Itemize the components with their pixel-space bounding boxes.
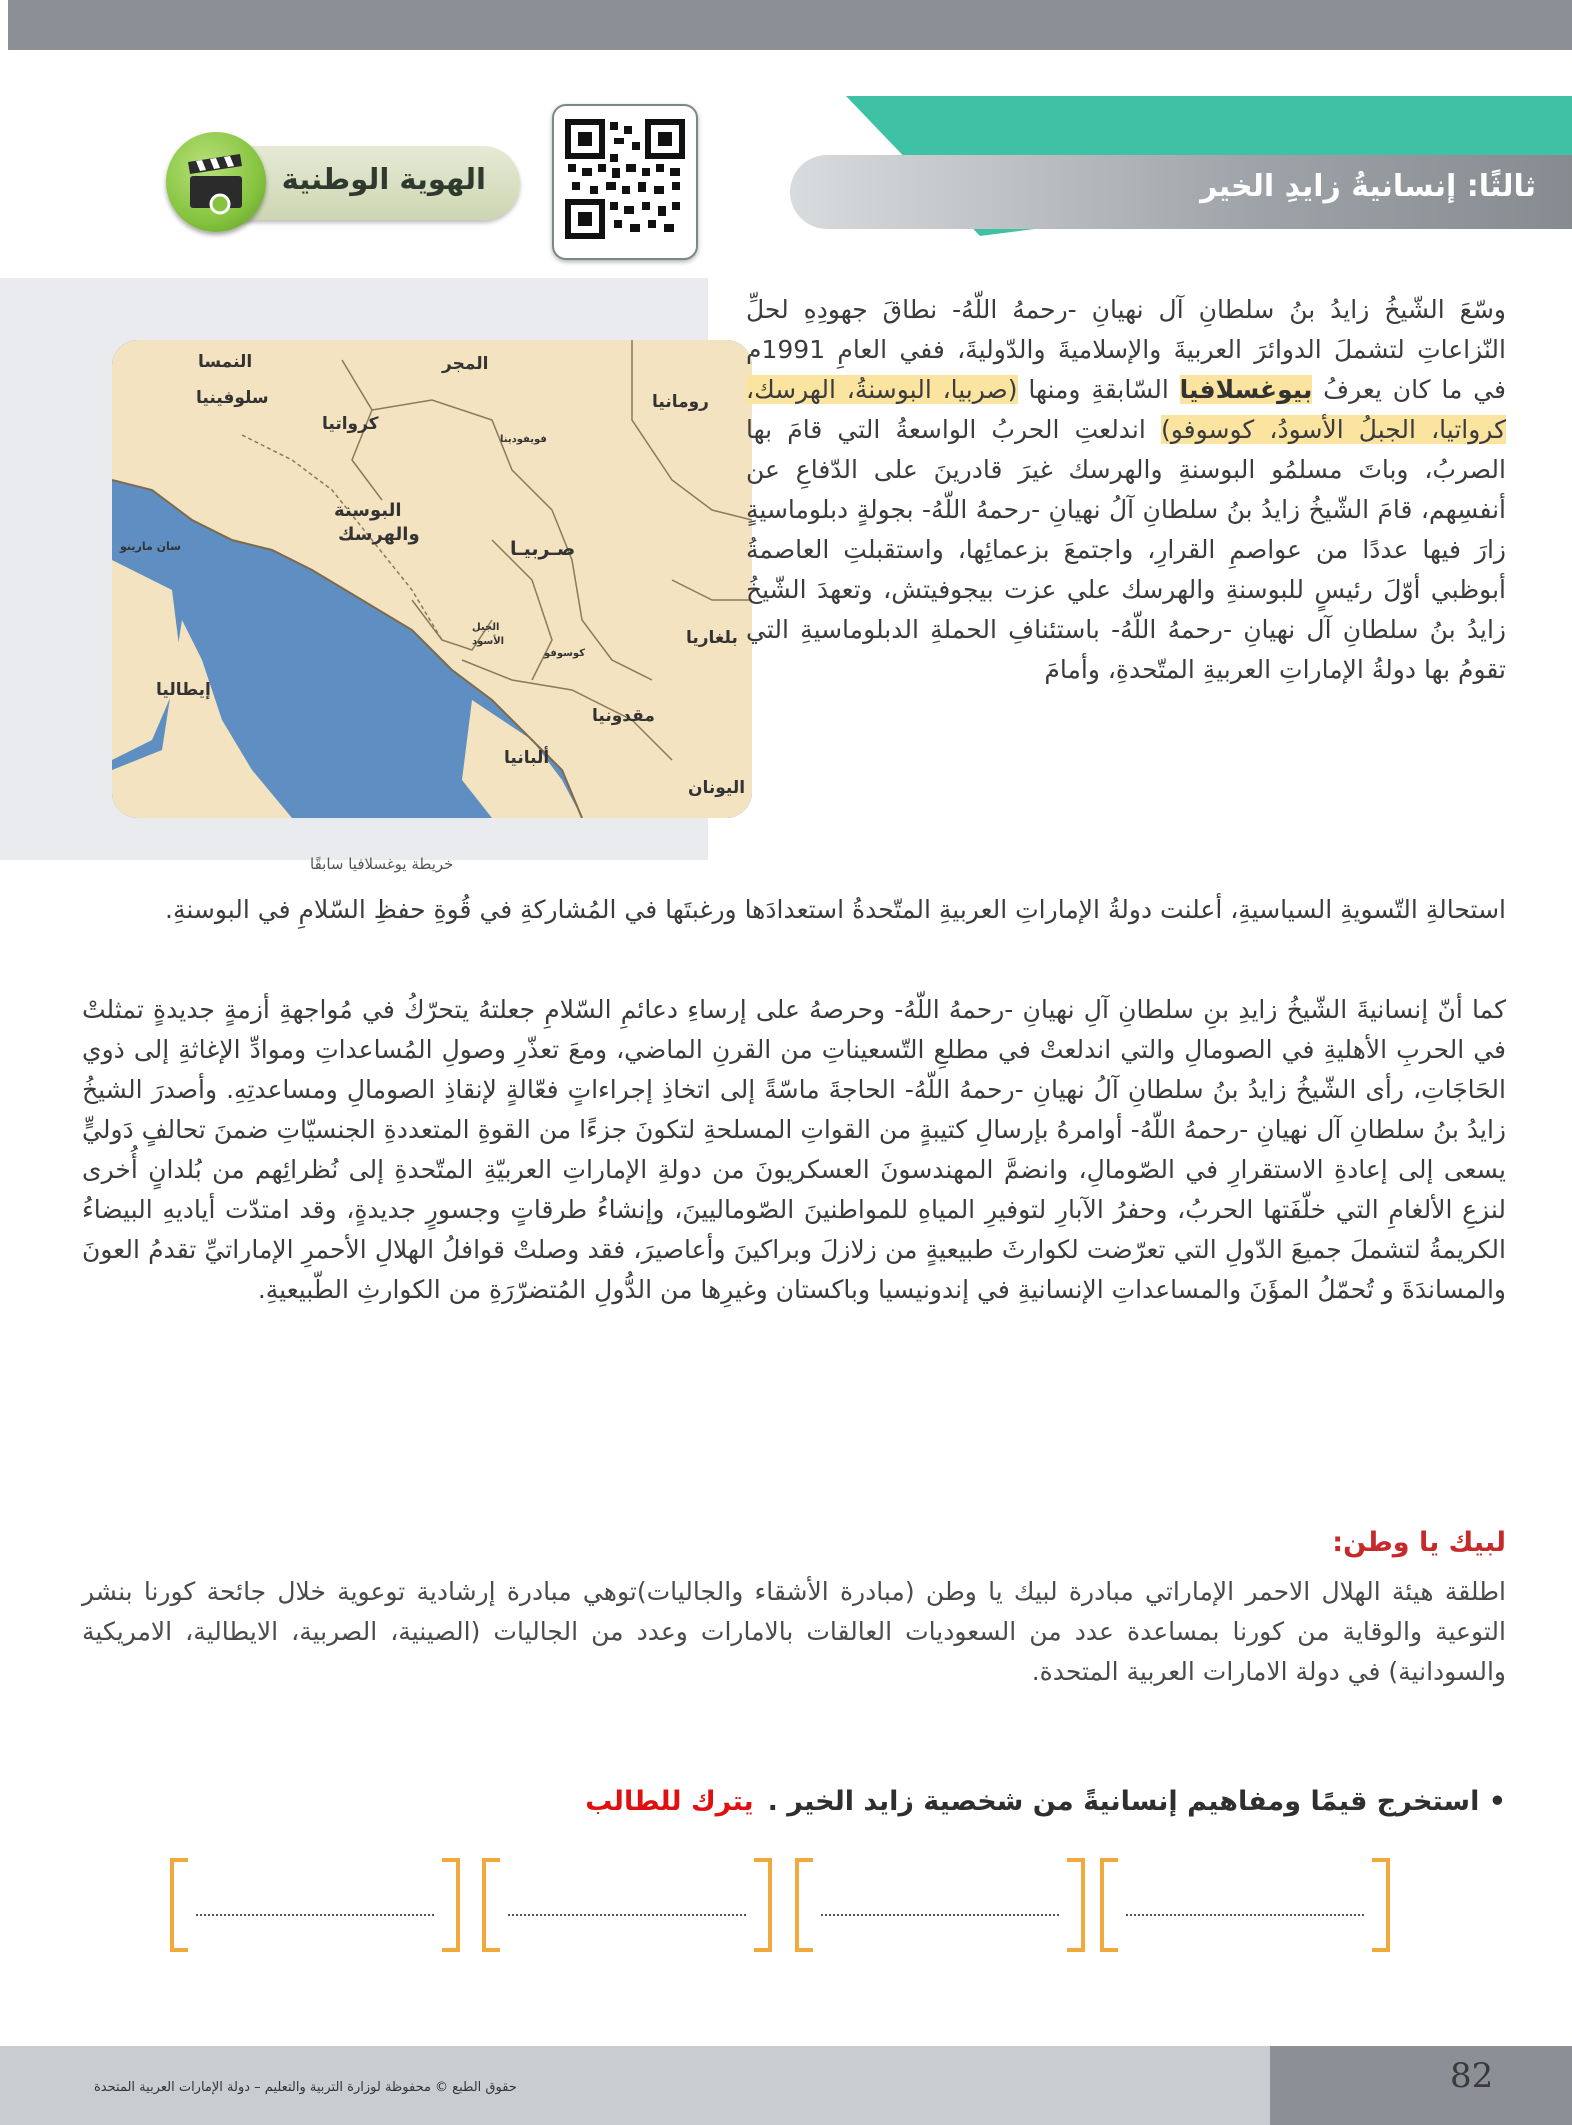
map-label-albania: ألبانيا	[504, 748, 550, 768]
task-answer: يترك للطالب	[585, 1786, 754, 1817]
map-label-romania: رومانيا	[652, 392, 709, 412]
map-label-montenegro-2: الأسود	[472, 636, 505, 647]
paragraph-yugoslavia	[746, 290, 1506, 690]
page-number: 82	[1450, 2056, 1494, 2096]
highlight-yugoslavia: بيوغسلافيا	[1179, 375, 1313, 404]
map-label-bosnia-2: والهرسك	[338, 524, 420, 545]
map-label-macedonia: مقدونيا	[592, 706, 655, 726]
map-label-croatia: كرواتيا	[322, 414, 379, 434]
film-clapper-icon[interactable]	[166, 132, 266, 232]
qr-code-icon[interactable]	[552, 104, 698, 260]
map-label-austria: النمسا	[198, 352, 253, 372]
task-prompt: • استخرج قيمًا ومفاهيم إنسانيةً من شخصية زايد الخير .	[767, 1786, 1506, 1817]
answer-blank-3[interactable]	[482, 1858, 772, 1944]
paragraph-text: اندلعتِ الحربُ الواسعةُ التي قامَ بها الصربُ، وباتَ مسلمُو البوسنةِ والهرسك غيرَ قادرينَ على الدّفاعِ عن أنفسِهم، قامَ الشّيخُ زايدُ بنُ سلطانِ آلُ نهيانِ -رحمهُ اللّهُ- بجولةٍ دبلوماسيةٍ زارَ فيها عددًا من عواصمِ القرارِ، واجتمعَ بزعمائِها، واستقبلتِ العاصمةُ أبوظبي أوّلَ رئيسٍ للبوسنةِ والهرسك علي عزت بيجوفيتش، وتعهدَ الشّيخُ زايدُ بنُ سلطانِ آل نهيانِ -رحمهُ اللّهُ- باستئنافِ الحملةِ الدبلوماسيةِ التي تقومُ بها دولةُ الإماراتِ العربيةِ المتّحدةِ، وأمامَ	[746, 415, 1506, 684]
map-label-greece: اليونان	[688, 778, 746, 798]
map-label-montenegro-1: الجبل	[472, 622, 500, 633]
bottom-bar-accent	[1270, 2046, 1572, 2125]
answer-blank-2[interactable]	[795, 1858, 1085, 1944]
map-label-italy: إيطاليا	[156, 680, 211, 700]
paragraph-somalia: كما أنّ إنسانيةَ الشّيخُ زايدِ بنِ سلطانِ آلِ نهيانِ -رحمهُ اللّهُ- وحرصهُ على إرساءِ دعائمِ السّلامِ جعلتهُ يتحرّكُ في مُواجهةِ أزمةٍ جديدةٍ تمثلتْ في الحربِ الأهليةِ في الصومالِ والتي اندلعتْ في مطلعِ التّسعيناتِ من القرنِ الماضي، ومعَ تعذّرِ وصولِ المُساعداتِ وموادِّ الإغاثةِ إلى ذوي الحَاجَاتِ، رأى الشّيخُ زايدُ بنُ سلطانِ آلُ نهيانِ -رحمهُ اللّهُ- الحاجةَ ماسّةً إلى اتخاذِ إجراءاتٍ فعّالةٍ لإنقاذِ الصومالِ ومساعدتِهِ. وأصدرَ الشيخُ زايدُ بنُ سلطانِ آل نهيانِ -رحمهُ اللّهُ- أوامرهُ بإرسالِ كتيبةٍ من القواتِ المسلحةِ لتكونَ جزءًا من القوةِ المتعددةِ الجنسيّاتِ ضمنَ تحالفٍ دَوليٍّ يسعى إلى إعادةِ الاستقرارِ في الصّومالِ، وانضمَّ المهندسونَ العسكريونَ من دولةِ الإماراتِ العربيّةِ المتّحدةِ إلى نُظرائِهم من بُلدانٍ أُخرى لنزعِ الألغامِ التي خلّفَتها الحربُ، وحفرُ الآبارِ لتوفيرِ المياهِ للمواطنينَ الصّوماليينَ، وإنشاءُ طرقاتٍ وجسورٍ جديدةٍ، وقد امتدّت أياديهِ البيضاءُ الكريمةُ لتشملَ جميعَ الدّولِ التي تعرّضت لكوارثَ طبيعيةٍ من زلازلَ وبراكينَ وأعاصيرَ، فقد وصلتْ قوافلُ الهلالِ الأحمرِ الإماراتيِّ تقدمُ العونَ والمساندَةَ و تُحمّلُ المؤَنَ والمساعداتِ الإنسانيةِ في إندونيسيا وباكستان وغيرِها من الدُّولِ المُتضرّرَةِ من الكوارثِ الطّبيعيةِ.	[82, 995, 1506, 1304]
paragraph-yugoslavia-continued: استحالةِ التّسويةِ السياسيةِ، أعلنت دولةُ الإماراتِ العربيةِ المتّحدةُ استعدادَها ورغبتَها في المُشاركةِ في قُوةِ حفظِ السّلامِ في البوسنةِ.	[165, 895, 1506, 924]
tag-label: الهوية الوطنية	[281, 162, 486, 196]
highlight-countries: (صربيا، البوسنةُ، الهرسك، كرواتيا، الجبلُ الأسودُ، كوسوفو)	[746, 375, 1506, 444]
map-label-bulgaria: بلغاريا	[686, 628, 738, 648]
paragraph-text: السّابقةِ ومنها	[1017, 375, 1180, 404]
sub-section-heading: لبيك يا وطن:	[1332, 1527, 1506, 1558]
map-label-bosnia-1: البوسنة	[334, 500, 402, 521]
map-label-slovenia: سلوفينيا	[196, 388, 269, 408]
section-ribbon	[790, 155, 1572, 229]
paragraph-text: وسّعَ الشّيخُ زايدُ بنُ سلطانِ آل نهيانِ -رحمهُ اللّهُ- نطاقَ جهودِهِ لحلِّ النّزاعاتِ لتشملَ الدوائرَ العربيةَ والإسلاميةَ والدّوليةَ، ففي العامِ 1991م في ما كان يعرفُ	[746, 295, 1507, 404]
answer-blank-4[interactable]	[170, 1858, 460, 1944]
answer-blank-1[interactable]	[1100, 1858, 1390, 1944]
task-line	[585, 1786, 1506, 1817]
section-title: ثالثًا: إنسانيةُ زايدِ الخير	[1200, 169, 1536, 204]
copyright-notice: حقوق الطبع © محفوظة لوزارة التربية والتعليم – دولة الإمارات العربية المتحدة	[94, 2080, 517, 2095]
map-label-vojvodina: فويفودينا	[500, 434, 547, 445]
map-label-serbia: صـربيـا	[510, 538, 576, 560]
map-label-kosovo: كوسوفو	[544, 648, 586, 659]
map-caption: خريطة يوغسلافيا سابقًا	[310, 855, 454, 873]
map-label-hungary: المجر	[442, 354, 489, 374]
sub-section-text: اطلقة هيئة الهلال الاحمر الإماراتي مبادرة لبيك يا وطن (مبادرة الأشقاء والجاليات)توهي مبادرة إرشادية توعوية خلال جائحة كورنا بنشر التوعية والوقاية من كورنا بمساعدة عدد من السعوديات العالقات بالامارات وعدد من الجاليات (الصينية، الصربية، الايطالية، الامريكية والسودانية) في دولة الامارات العربية المتحدة.	[82, 1577, 1506, 1686]
map-label-san-marino: سان مارينو	[120, 540, 181, 553]
yugoslavia-map	[112, 340, 752, 818]
